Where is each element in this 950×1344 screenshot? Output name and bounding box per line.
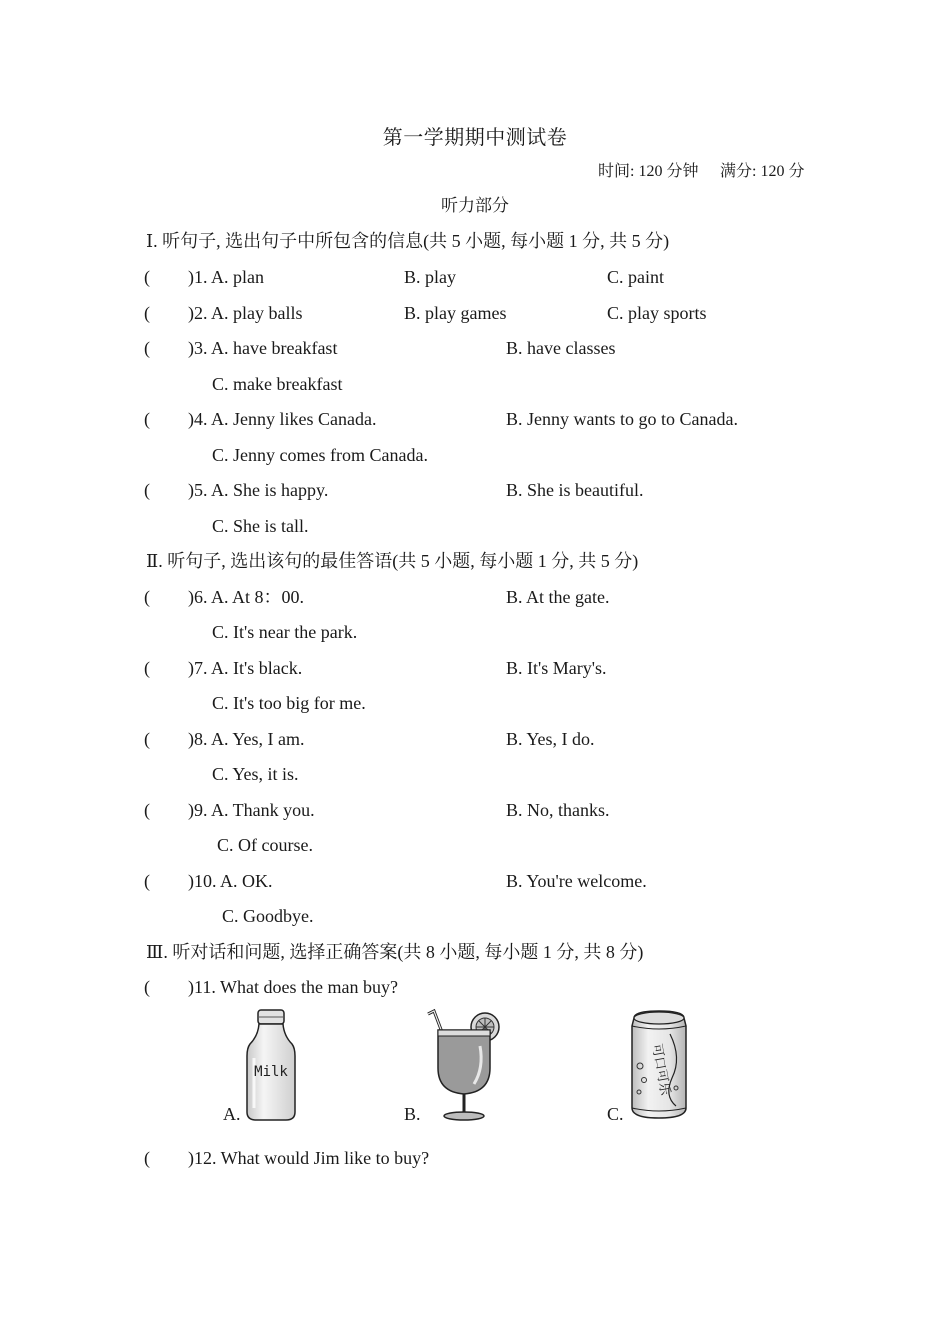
question-12-stem: )12. What would Jim like to buy? [188, 1148, 430, 1168]
question-9-option-c: C. Of course. [217, 835, 313, 855]
question-2-option-b: B. play games [404, 303, 507, 323]
question-3-stem: )3. A. have breakfast [188, 338, 338, 358]
answer-paren: ( [144, 587, 150, 607]
part-title: 听力部分 [441, 196, 509, 216]
answer-paren: ( [144, 729, 150, 749]
question-8-stem: )8. A. Yes, I am. [188, 729, 305, 749]
question-10-option-c: C. Goodbye. [222, 906, 314, 926]
question-7-option-b: B. It's Mary's. [506, 658, 607, 678]
question-1-option-c: C. paint [607, 267, 664, 287]
answer-paren: ( [144, 267, 150, 287]
question-6-option-c: C. It's near the park. [212, 622, 358, 642]
page-title: 第一学期期中测试卷 [382, 125, 568, 149]
answer-paren: ( [144, 338, 150, 358]
answer-paren: ( [144, 658, 150, 678]
answer-paren: ( [144, 871, 150, 891]
question-2-option-c: C. play sports [607, 303, 707, 323]
question-4-option-b: B. Jenny wants to go to Canada. [506, 409, 738, 429]
question-11-option-b-label: B. [404, 1104, 421, 1124]
question-3-option-c: C. make breakfast [212, 374, 343, 394]
question-9-option-b: B. No, thanks. [506, 800, 610, 820]
time-limit: 时间: 120 分钟 [598, 163, 699, 180]
question-2-stem: )2. A. play balls [188, 303, 303, 323]
question-11-option-a-label: A. [223, 1104, 241, 1124]
question-11-option-c-label: C. [607, 1104, 624, 1124]
juice-glass-image [426, 1008, 506, 1122]
section-2-heading: Ⅱ. 听句子, 选出该句的最佳答语(共 5 小题, 每小题 1 分, 共 5 分) [146, 551, 639, 571]
answer-paren: ( [144, 480, 150, 500]
question-6-stem: )6. A. At 8：00. [188, 587, 305, 607]
section-3-heading: Ⅲ. 听对话和问题, 选择正确答案(共 8 小题, 每小题 1 分, 共 8 分) [146, 942, 644, 962]
full-score: 满分: 120 分 [720, 163, 805, 180]
answer-paren: ( [144, 409, 150, 429]
question-5-option-c: C. She is tall. [212, 516, 309, 536]
question-5-stem: )5. A. She is happy. [188, 480, 329, 500]
cola-can-label: 可口可乐 [648, 1042, 673, 1097]
question-8-option-c: C. Yes, it is. [212, 764, 299, 784]
milk-bottle-image [244, 1008, 298, 1122]
question-11-stem: )11. What does the man buy? [188, 977, 398, 997]
question-9-stem: )9. A. Thank you. [188, 800, 315, 820]
question-3-option-b: B. have classes [506, 338, 616, 358]
answer-paren: ( [144, 800, 150, 820]
question-7-option-c: C. It's too big for me. [212, 693, 366, 713]
question-5-option-b: B. She is beautiful. [506, 480, 644, 500]
question-7-stem: )7. A. It's black. [188, 658, 303, 678]
section-1-heading: Ⅰ. 听句子, 选出句子中所包含的信息(共 5 小题, 每小题 1 分, 共 5 分) [146, 231, 670, 251]
question-4-stem: )4. A. Jenny likes Canada. [188, 409, 377, 429]
question-8-option-b: B. Yes, I do. [506, 729, 595, 749]
answer-paren: ( [144, 1148, 150, 1168]
answer-paren: ( [144, 977, 150, 997]
answer-paren: ( [144, 303, 150, 323]
question-1-option-b: B. play [404, 267, 456, 287]
question-10-option-b: B. You're welcome. [506, 871, 647, 891]
cola-can-image [626, 1008, 692, 1122]
question-10-stem: )10. A. OK. [188, 871, 273, 891]
milk-bottle-label: Milk [254, 1064, 288, 1080]
question-1-stem: )1. A. plan [188, 267, 264, 287]
question-6-option-b: B. At the gate. [506, 587, 610, 607]
question-4-option-c: C. Jenny comes from Canada. [212, 445, 428, 465]
